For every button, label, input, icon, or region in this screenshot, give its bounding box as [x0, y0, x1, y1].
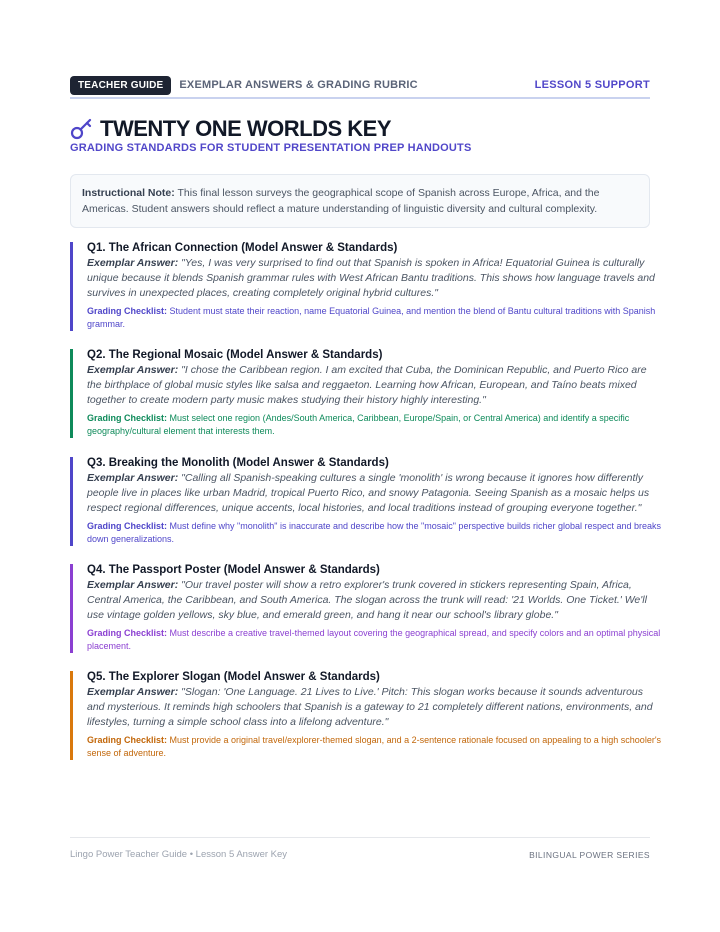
header: [70, 70, 650, 100]
answer-label: Exemplar Answer:: [87, 257, 179, 269]
question-title: Q1. The African Connection (Model Answer & Standards): [87, 242, 398, 254]
answer-text: "Yes, I was very surprised to find out that Spanish is spoken in Africa! Equatorial Guinea is culturally unique because it blends Spanish grammar rules with West African Bantu traditions. This shows how language travels and survives in unexpected places, creating completely original hybrid cultures.": [87, 257, 655, 299]
exemplar-answer: [87, 363, 663, 408]
answer-label: Exemplar Answer:: [87, 364, 179, 376]
checklist-text: Must select one region (Andes/South America, Caribbean, Europe/Spain, or Central America) and identify a specific geography/cultural element that interests them.: [87, 413, 630, 436]
question-title: Q2. The Regional Mosaic (Model Answer & Standards): [87, 349, 383, 361]
question-title: Q5. The Explorer Slogan (Model Answer & Standards): [87, 671, 380, 683]
checklist-text: Must describe a creative travel-themed layout covering the geographical spread, and specify colors and an optimal physical placement.: [87, 628, 661, 651]
lesson-label: LESSON 5 SUPPORT: [534, 79, 650, 91]
exemplar-answer: [87, 685, 663, 730]
answer-label: Exemplar Answer:: [87, 579, 179, 591]
key-icon: [70, 117, 94, 141]
header-subtitle: EXEMPLAR ANSWERS & GRADING RUBRIC: [179, 79, 418, 91]
footer-series: BILINGUAL POWER SERIES: [529, 850, 650, 860]
note-label: Instructional Note:: [82, 187, 175, 199]
exemplar-answer: [87, 471, 663, 516]
checklist-text: Must define why "monolith" is inaccurate and describe how the "mosaic" perspective builds richer global respect and breaks down generalizations.: [87, 521, 662, 544]
checklist-label: Grading Checklist:: [87, 735, 168, 745]
exemplar-answer: [87, 578, 663, 623]
question-3: [70, 457, 663, 546]
question-1: [70, 242, 663, 331]
answer-text: "Our travel poster will show a retro explorer's trunk covered in stickers representing Spain, Africa, Central America, the Caribbean, and South America. The slogan across the trunk will read: '21 Worlds. One Ticket.' We'll use vintage golden yellows, sky blue, and emerald green, and hang it near our school's library globe.": [87, 579, 647, 621]
teacher-guide-badge: TEACHER GUIDE: [70, 76, 171, 95]
checklist-label: Grading Checklist:: [87, 628, 168, 638]
grading-checklist: [87, 412, 663, 438]
page-subtitle: GRADING STANDARDS FOR STUDENT PRESENTATION PREP HANDOUTS: [70, 142, 472, 154]
footer-divider: [70, 837, 650, 838]
instructional-note: [70, 174, 650, 228]
title-row: [70, 116, 391, 142]
footer-left: Lingo Power Teacher Guide • Lesson 5 Answer Key: [70, 849, 288, 860]
grading-checklist: [87, 520, 663, 546]
question-4: [70, 564, 663, 653]
exemplar-answer: [87, 256, 663, 301]
grading-checklist: [87, 734, 663, 760]
checklist-label: Grading Checklist:: [87, 413, 168, 423]
header-divider: [70, 97, 650, 99]
question-title: Q3. Breaking the Monolith (Model Answer & Standards): [87, 457, 389, 469]
answer-label: Exemplar Answer:: [87, 686, 179, 698]
checklist-text: Must provide a original travel/explorer-themed slogan, and a 2-sentence rationale focused on appealing to a high schooler's sense of adventure.: [87, 735, 662, 758]
page-title: TWENTY ONE WORLDS KEY: [100, 116, 391, 141]
checklist-text: Student must state their reaction, name Equatorial Guinea, and mention the blend of Bantu cultural traditions with Spanish grammar.: [87, 306, 656, 329]
note-text: This final lesson surveys the geographical scope of Spanish across Europe, Africa, and the Americas. Student answers should reflect a mature understanding of linguistic diversity and cultural complexity.: [82, 187, 600, 215]
question-title: Q4. The Passport Poster (Model Answer & Standards): [87, 564, 380, 576]
checklist-label: Grading Checklist:: [87, 306, 168, 316]
question-2: [70, 349, 663, 438]
grading-checklist: [87, 305, 663, 331]
question-5: [70, 671, 663, 760]
answer-text: "I chose the Caribbean region. I am excited that Cuba, the Dominican Republic, and Puerto Rico are the birthplace of global music styles like salsa and reggaeton. Learning how African, European, and Taíno beats mixed together to create modern party music makes studying their history highly interesting.": [87, 364, 647, 406]
answer-label: Exemplar Answer:: [87, 472, 179, 484]
answer-text: "Slogan: 'One Language. 21 Lives to Live.' Pitch: This slogan works because it sounds adventurous and mysterious. It reminds high schoolers that Spanish is a gateway to 21 completely different nations, environments, and lifestyles, turning a simple school class into a lifelong adventure.": [87, 686, 653, 728]
grading-checklist: [87, 627, 663, 653]
answer-text: "Calling all Spanish-speaking cultures a single 'monolith' is wrong because it ignores how differently people live in places like urban Madrid, tropical Puerto Rico, and snowy Patagonia. Seeing Spanish as a mosaic helps us respect regional differences, unique accents, local histories, and local traditions instead of grouping everyone together.": [87, 472, 650, 514]
checklist-label: Grading Checklist:: [87, 521, 168, 531]
